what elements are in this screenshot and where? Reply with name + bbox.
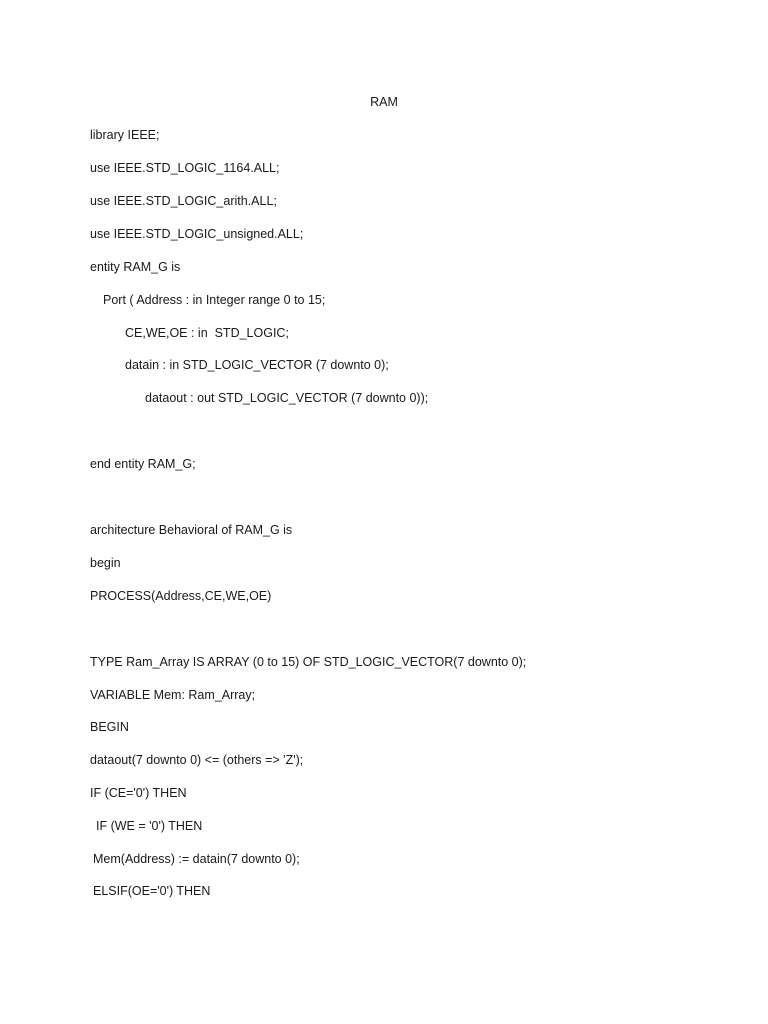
code-line: IF (CE='0') THEN	[90, 786, 187, 800]
code-line: use IEEE.STD_LOGIC_arith.ALL;	[90, 194, 277, 208]
code-line: begin	[90, 556, 121, 570]
code-line: ELSIF(OE='0') THEN	[93, 884, 211, 898]
code-line: PROCESS(Address,CE,WE,OE)	[90, 589, 272, 603]
code-line: use IEEE.STD_LOGIC_unsigned.ALL;	[90, 227, 304, 241]
code-line: library IEEE;	[90, 128, 160, 142]
code-line: dataout(7 downto 0) <= (others => 'Z');	[90, 753, 304, 767]
code-line: IF (WE = '0') THEN	[96, 819, 203, 833]
code-line: dataout : out STD_LOGIC_VECTOR (7 downto 0));	[145, 391, 429, 405]
code-line: end entity RAM_G;	[90, 457, 196, 471]
code-line: Mem(Address) := datain(7 downto 0);	[93, 852, 300, 866]
code-line: VARIABLE Mem: Ram_Array;	[90, 688, 256, 702]
code-line: use IEEE.STD_LOGIC_1164.ALL;	[90, 161, 280, 175]
document-title: RAM	[370, 95, 398, 109]
code-line: TYPE Ram_Array IS ARRAY (0 to 15) OF STD_LOGIC_VECTOR(7 downto 0);	[90, 655, 527, 669]
code-line: Port ( Address : in Integer range 0 to 15;	[103, 293, 326, 307]
code-line: architecture Behavioral of RAM_G is	[90, 523, 293, 537]
code-line: datain : in STD_LOGIC_VECTOR (7 downto 0);	[125, 358, 389, 372]
code-line: CE,WE,OE : in STD_LOGIC;	[125, 326, 289, 340]
code-line: entity RAM_G is	[90, 260, 181, 274]
code-line: BEGIN	[90, 720, 129, 734]
